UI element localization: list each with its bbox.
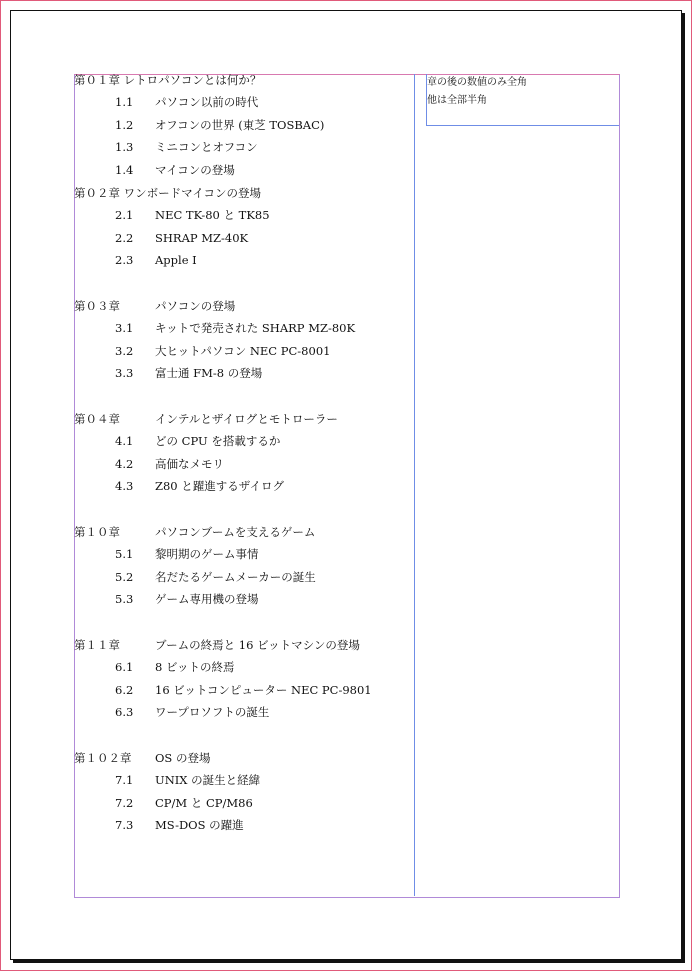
section-number: 6.2 xyxy=(115,682,134,697)
chapter-title: インテルとザイログとモトローラー xyxy=(155,412,338,426)
section-number: 1.3 xyxy=(115,140,134,155)
section-row xyxy=(74,114,412,137)
section-number: 2.2 xyxy=(115,230,134,245)
section-row xyxy=(74,679,412,702)
section-row xyxy=(74,769,412,792)
chapter-heading xyxy=(74,747,412,769)
section-number: 7.3 xyxy=(115,818,134,833)
chapter-title: パソコンの登場 xyxy=(155,299,236,313)
chapter-block xyxy=(74,747,412,860)
section-row xyxy=(74,792,412,815)
section-title: 高価なメモリ xyxy=(155,456,224,471)
chapter-number: 第１１章 xyxy=(74,638,120,652)
section-title: 大ヒットパソコン NEC PC-8001 xyxy=(155,343,331,358)
chapter-title: ワンボードマイコンの登場 xyxy=(123,186,261,200)
section-row xyxy=(74,543,412,566)
section-title: 黎明期のゲーム事情 xyxy=(155,547,259,561)
section-title: キットで発売された SHARP MZ-80K xyxy=(155,321,356,335)
section-row xyxy=(74,475,412,498)
table-of-contents xyxy=(74,69,412,860)
section-number: 5.1 xyxy=(115,547,134,561)
section-title: 名だたるゲームメーカーの誕生 xyxy=(155,569,316,584)
section-row xyxy=(74,453,412,476)
section-title: SHRAP MZ-40K xyxy=(155,230,249,245)
section-row xyxy=(74,91,412,114)
chapter-title: レトロパソコンとは何か？ xyxy=(123,73,262,87)
section-title: ワープロソフトの誕生 xyxy=(155,705,270,720)
chapter-title: OS の登場 xyxy=(155,751,211,765)
section-row xyxy=(74,159,412,182)
section-row xyxy=(74,701,412,724)
section-row xyxy=(74,227,412,250)
chapter-heading xyxy=(74,69,412,91)
section-title: どの CPU を搭載するか xyxy=(155,434,281,448)
section-title: 8 ビットの終焉 xyxy=(155,660,235,674)
section-title: 16 ビットコンピューター NEC PC-9801 xyxy=(155,682,372,697)
section-number: 1.4 xyxy=(115,162,134,177)
chapter-title: パソコンブームを支えるゲーム xyxy=(155,525,316,539)
chapter-block xyxy=(74,182,412,295)
section-title: Z80 と躍進するザイログ xyxy=(155,479,284,494)
section-row xyxy=(74,588,412,611)
chapter-block xyxy=(74,408,412,521)
chapter-block xyxy=(74,69,412,182)
annotation-note-box xyxy=(426,74,619,126)
section-row xyxy=(74,430,412,453)
section-title: Apple I xyxy=(155,253,197,268)
section-number: 7.1 xyxy=(115,773,134,787)
section-title: NEC TK-80 と TK85 xyxy=(155,208,270,222)
chapter-number: 第１０２章 xyxy=(74,751,132,765)
chapter-block xyxy=(74,295,412,408)
section-row xyxy=(74,317,412,340)
section-row xyxy=(74,204,412,227)
section-row xyxy=(74,249,412,272)
section-title: 富士通 FM-8 の登場 xyxy=(155,366,263,381)
section-number: 5.2 xyxy=(115,569,134,584)
section-row xyxy=(74,136,412,159)
chapter-heading xyxy=(74,182,412,204)
chapter-block xyxy=(74,634,412,747)
section-number: 3.1 xyxy=(115,321,134,335)
section-title: CP/M と CP/M86 xyxy=(155,795,253,810)
section-title: パソコン以前の時代 xyxy=(155,95,259,109)
chapter-heading xyxy=(74,634,412,656)
section-row xyxy=(74,362,412,385)
section-number: 4.1 xyxy=(115,434,134,448)
section-title: ミニコンとオフコン xyxy=(155,140,258,155)
section-number: 2.1 xyxy=(115,208,134,222)
section-number: 4.2 xyxy=(115,456,134,471)
section-number: 7.2 xyxy=(115,795,134,810)
section-title: UNIX の誕生と経緯 xyxy=(155,773,261,787)
note-line: 章の後の数値のみ全角 xyxy=(427,77,527,88)
section-number: 1.1 xyxy=(115,95,134,109)
section-title: ゲーム専用機の登場 xyxy=(155,592,259,607)
chapter-number: 第０４章 xyxy=(74,412,120,426)
chapter-heading xyxy=(74,295,412,317)
section-number: 2.3 xyxy=(115,253,134,268)
chapter-number: 第０２章 xyxy=(74,186,120,200)
section-row xyxy=(74,814,412,837)
section-row xyxy=(74,340,412,363)
section-row xyxy=(74,656,412,679)
section-number: 6.1 xyxy=(115,660,134,674)
section-number: 4.3 xyxy=(115,479,134,494)
section-number: 6.3 xyxy=(115,705,134,720)
section-row xyxy=(74,566,412,589)
chapter-number: 第０１章 xyxy=(74,73,120,87)
section-number: 1.2 xyxy=(115,117,134,132)
chapter-heading xyxy=(74,408,412,430)
section-title: マイコンの登場 xyxy=(155,162,235,177)
section-number: 5.3 xyxy=(115,592,134,607)
section-number: 3.2 xyxy=(115,343,134,358)
note-line: 他は全部半角 xyxy=(427,95,487,106)
section-number: 3.3 xyxy=(115,366,134,381)
section-title: MS-DOS の躍進 xyxy=(155,818,244,833)
chapter-heading xyxy=(74,521,412,543)
chapter-title: ブームの終焉と 16 ビットマシンの登場 xyxy=(155,638,360,652)
column-guide-line xyxy=(414,74,415,896)
section-title: オフコンの世界 (東芝 TOSBAC) xyxy=(155,117,325,132)
chapter-block xyxy=(74,521,412,634)
chapter-number: 第０３章 xyxy=(74,299,120,313)
chapter-number: 第１０章 xyxy=(74,525,120,539)
